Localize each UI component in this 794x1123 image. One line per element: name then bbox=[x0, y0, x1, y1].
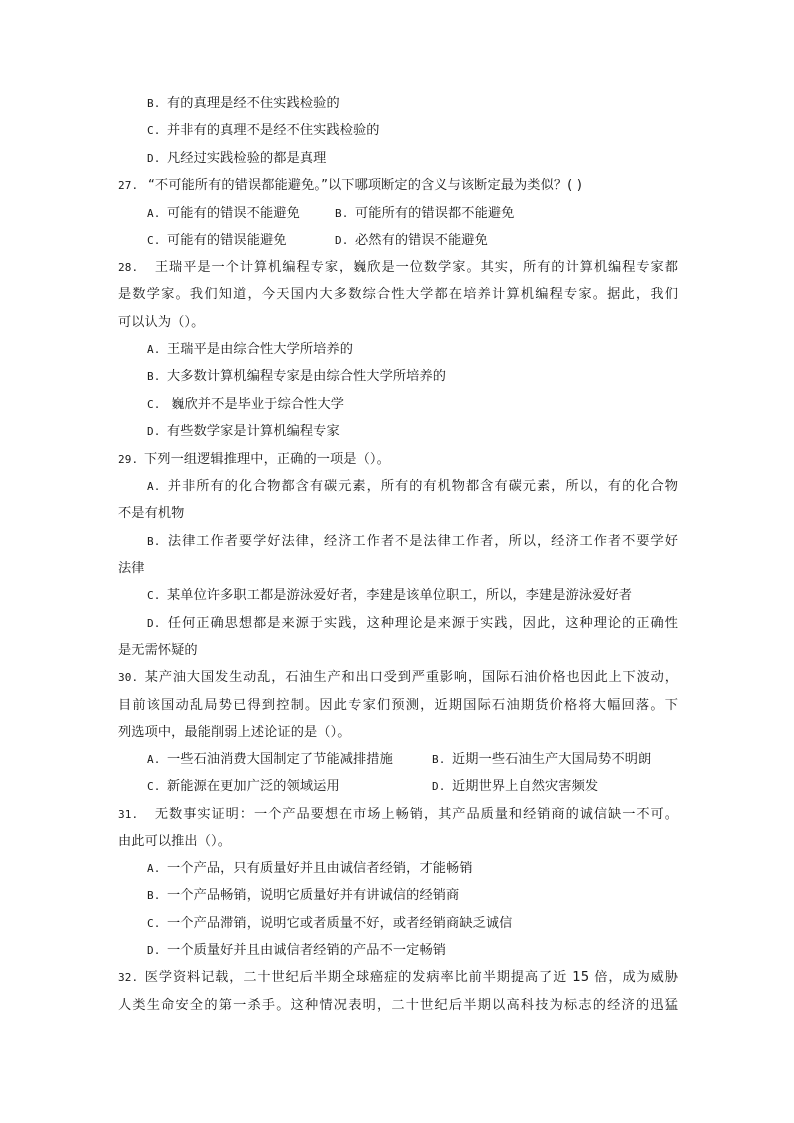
option-text: 可能所有的错误都不能避免 bbox=[355, 206, 515, 221]
question-text: 列选项中，最能削弱上述论证的是（）。 bbox=[118, 725, 351, 740]
option-text: 一个产品滞销，说明它或者质量不好，或者经销商缺乏诚信 bbox=[167, 916, 513, 931]
question-text: 王瑞平是一个计算机编程专家，巍欣是一位数学家。其实，所有的计算机编程专家都 bbox=[154, 260, 678, 275]
q29-option-c bbox=[147, 587, 707, 605]
question-text: 无数事实证明：一个产品要想在市场上畅销，其产品质量和经销商的诚信缺一不可。 bbox=[154, 807, 678, 822]
option-label: B. bbox=[335, 207, 349, 220]
option-label: D. bbox=[147, 152, 161, 165]
option-label: D. bbox=[147, 425, 161, 438]
question-text: 由此可以推出（）。 bbox=[118, 834, 231, 849]
question-number: 28. bbox=[118, 261, 139, 274]
q26-option-d bbox=[147, 150, 707, 168]
question-number: 30. bbox=[118, 671, 139, 684]
option-label: C. bbox=[147, 124, 161, 137]
question-text: 人类生命安全的第一杀手。这种情况表明，二十世纪后半期以高科技为标志的经济的迅猛 bbox=[118, 998, 678, 1013]
option-label: A. bbox=[147, 207, 161, 220]
option-text: 不是有机物 bbox=[118, 506, 185, 521]
option-label: D. bbox=[335, 234, 349, 247]
q30-stem-line-1 bbox=[118, 669, 678, 687]
option-text: 可能有的错误能避免 bbox=[167, 233, 287, 248]
option-text: 一些石油消费大国制定了节能减排措施 bbox=[167, 752, 393, 767]
q30-option-c bbox=[147, 779, 340, 794]
q31-option-c bbox=[147, 915, 707, 933]
q31-option-a bbox=[147, 860, 707, 878]
option-text: 必然有的错误不能避免 bbox=[355, 233, 488, 248]
option-label: A. bbox=[147, 753, 161, 766]
q28-option-a bbox=[147, 341, 707, 359]
q30-option-a bbox=[147, 752, 393, 767]
q27-options-row-1 bbox=[147, 205, 707, 223]
option-text: 任何正确思想都是来源于实践，这种理论是来源于实践，因此，这种理论的正确性 bbox=[167, 616, 678, 631]
q31-option-d bbox=[147, 942, 707, 960]
option-label: A. bbox=[147, 480, 161, 493]
q30-options-row-2 bbox=[147, 778, 707, 796]
option-text: 一个产品畅销，说明它质量好并有讲诚信的经销商 bbox=[167, 888, 460, 903]
q28-stem-line-3 bbox=[118, 314, 678, 332]
option-text: 并非有的真理不是经不住实践检验的 bbox=[167, 123, 380, 138]
option-text: 近期世界上自然灾害频发 bbox=[452, 779, 599, 794]
option-label: C. bbox=[147, 398, 161, 411]
option-text: 并非所有的化合物都含有碳元素，所有的有机物都含有碳元素，所以，有的化合物 bbox=[167, 479, 678, 494]
option-text: 有的真理是经不住实践检验的 bbox=[167, 96, 340, 111]
option-text: 法律工作者要学好法律，经济工作者不是法律工作者，所以，经济工作者不要学好 bbox=[167, 534, 678, 549]
q29-option-a-line-2 bbox=[118, 505, 678, 523]
q27-option-c bbox=[147, 233, 287, 248]
q27-option-b bbox=[335, 205, 514, 223]
q30-stem-line-3 bbox=[118, 724, 678, 742]
option-text: 可能有的错误不能避免 bbox=[167, 206, 300, 221]
q27-options-row-2 bbox=[147, 232, 707, 250]
option-text: 有些数学家是计算机编程专家 bbox=[167, 424, 340, 439]
q30-stem-line-2 bbox=[118, 697, 678, 715]
q27-option-d bbox=[335, 232, 488, 250]
q28-stem-line-2 bbox=[118, 286, 678, 304]
q27-option-a bbox=[147, 206, 300, 221]
option-text: 王瑞平是由综合性大学所培养的 bbox=[167, 342, 354, 357]
option-label: C. bbox=[147, 917, 161, 930]
q28-stem-line-1 bbox=[118, 259, 678, 277]
q28-option-d bbox=[147, 423, 707, 441]
question-text: 可以认为（）。 bbox=[118, 315, 205, 330]
q32-stem-line-2 bbox=[118, 997, 678, 1015]
question-text: 某产油大国发生动乱，石油生产和出口受到严重影响，国际石油价格也因此上下波动， bbox=[144, 670, 678, 685]
option-text: 凡经过实践检验的都是真理 bbox=[167, 151, 327, 166]
option-text: 法律 bbox=[118, 561, 145, 576]
q31-option-b bbox=[147, 887, 707, 905]
question-number: 29. bbox=[118, 453, 139, 466]
q32-stem-line-1 bbox=[118, 969, 678, 987]
option-label: A. bbox=[147, 862, 161, 875]
q31-stem-line-2 bbox=[118, 833, 678, 851]
option-label: C. bbox=[147, 589, 161, 602]
q29-stem bbox=[118, 451, 678, 469]
option-label: B. bbox=[147, 889, 161, 902]
option-text: 新能源在更加广泛的领域运用 bbox=[167, 779, 340, 794]
question-number: 27. bbox=[118, 179, 139, 192]
q27-stem bbox=[118, 177, 678, 195]
q28-option-b bbox=[147, 368, 707, 386]
question-text: 是数学家。我们知道，今天国内大多数综合性大学都在培养计算机编程专家。据此，我们 bbox=[118, 287, 678, 302]
option-text: 巍欣并不是毕业于综合性大学 bbox=[167, 397, 345, 412]
option-label: C. bbox=[147, 780, 161, 793]
option-label: D. bbox=[432, 780, 446, 793]
option-text: 某单位许多职工都是游泳爱好者，李建是该单位职工，所以，李建是游泳爱好者 bbox=[167, 588, 633, 603]
question-text: “不可能所有的错误都能避免。”以下哪项断定的含义与该断定最为类似？( ) bbox=[148, 178, 582, 193]
question-text: 目前该国动乱局势已得到控制。因此专家们预测，近期国际石油期货价格将大幅回落。下 bbox=[118, 698, 678, 713]
q29-option-d-line-2 bbox=[118, 642, 678, 660]
option-label: B. bbox=[147, 370, 161, 383]
option-label: B. bbox=[147, 535, 161, 548]
option-label: D. bbox=[147, 944, 161, 957]
q29-option-b-line-2 bbox=[118, 560, 678, 578]
option-text: 是无需怀疑的 bbox=[118, 643, 198, 658]
option-text: 大多数计算机编程专家是由综合性大学所培养的 bbox=[167, 369, 447, 384]
question-text: 下列一组逻辑推理中，正确的一项是（）。 bbox=[144, 452, 390, 467]
option-label: B. bbox=[147, 97, 161, 110]
q30-option-d bbox=[432, 778, 598, 796]
option-text: 近期一些石油生产大国局势不明朗 bbox=[452, 752, 652, 767]
question-number: 31. bbox=[118, 808, 139, 821]
option-label: B. bbox=[432, 753, 446, 766]
option-label: C. bbox=[147, 234, 161, 247]
question-number: 32. bbox=[118, 971, 139, 984]
q31-stem-line-1 bbox=[118, 806, 678, 824]
q29-option-d-line-1 bbox=[147, 615, 678, 633]
q30-options-row-1 bbox=[147, 751, 707, 769]
question-text: 医学资料记载，二十世纪后半期全球癌症的发病率比前半期提高了近 15 倍，成为威胁 bbox=[144, 970, 678, 985]
q26-option-c bbox=[147, 122, 707, 140]
option-label: A. bbox=[147, 343, 161, 356]
q28-option-c bbox=[147, 396, 707, 414]
q26-option-b bbox=[147, 95, 707, 113]
option-text: 一个质量好并且由诚信者经销的产品不一定畅销 bbox=[167, 943, 447, 958]
q29-option-a-line-1 bbox=[147, 478, 678, 496]
q30-option-b bbox=[432, 751, 651, 769]
option-label: D. bbox=[147, 617, 161, 630]
q29-option-b-line-1 bbox=[147, 533, 678, 551]
option-text: 一个产品，只有质量好并且由诚信者经销，才能畅销 bbox=[167, 861, 473, 876]
